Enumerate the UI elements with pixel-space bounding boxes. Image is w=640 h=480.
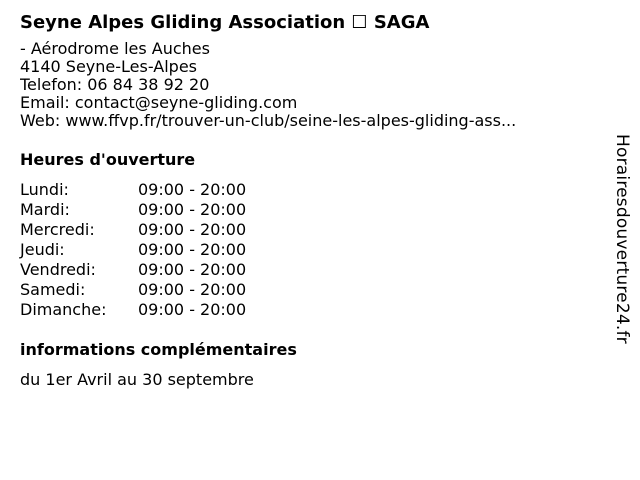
- day-hours: 09:00 - 20:00: [138, 220, 247, 239]
- day-label: Lundi:: [20, 180, 69, 199]
- day-hours: 09:00 - 20:00: [138, 200, 247, 219]
- day-label: Vendredi:: [20, 260, 96, 279]
- city-line: 4140 Seyne-Les-Alpes: [20, 58, 197, 76]
- contact-block: [20, 40, 600, 130]
- day-label: Dimanche:: [20, 300, 107, 319]
- listing-card: [20, 10, 600, 390]
- day-hours: 09:00 - 20:00: [138, 240, 247, 259]
- hours-row: [20, 280, 246, 300]
- day-hours: 09:00 - 20:00: [138, 280, 247, 299]
- hours-row: [20, 220, 246, 240]
- hours-row: [20, 200, 246, 220]
- hours-row: [20, 260, 246, 280]
- brand-watermark: Horairesdouverture24.fr: [612, 134, 632, 344]
- email-line: Email: contact@seyne-gliding.com: [20, 94, 298, 112]
- day-label: Mardi:: [20, 200, 70, 219]
- day-label: Samedi:: [20, 280, 86, 299]
- day-hours: 09:00 - 20:00: [138, 260, 247, 279]
- day-hours: 09:00 - 20:00: [138, 180, 247, 199]
- day-label: Mercredi:: [20, 220, 95, 239]
- address-line: - Aérodrome les Auches: [20, 40, 210, 58]
- listing-title: Seyne Alpes Gliding Association ☐ SAGA: [20, 12, 430, 33]
- hours-table: [20, 180, 246, 320]
- hours-row: [20, 240, 246, 260]
- day-label: Jeudi:: [20, 240, 65, 259]
- info-text: du 1er Avril au 30 septembre: [20, 370, 254, 389]
- phone-line: Telefon: 06 84 38 92 20: [20, 76, 210, 94]
- web-line: Web: www.ffvp.fr/trouver-un-club/seine-les-alpes-gliding-ass...: [20, 112, 517, 130]
- info-heading: informations complémentaires: [20, 340, 297, 359]
- day-hours: 09:00 - 20:00: [138, 300, 247, 319]
- hours-row: [20, 300, 246, 320]
- hours-heading: Heures d'ouverture: [20, 150, 196, 169]
- hours-row: [20, 180, 246, 200]
